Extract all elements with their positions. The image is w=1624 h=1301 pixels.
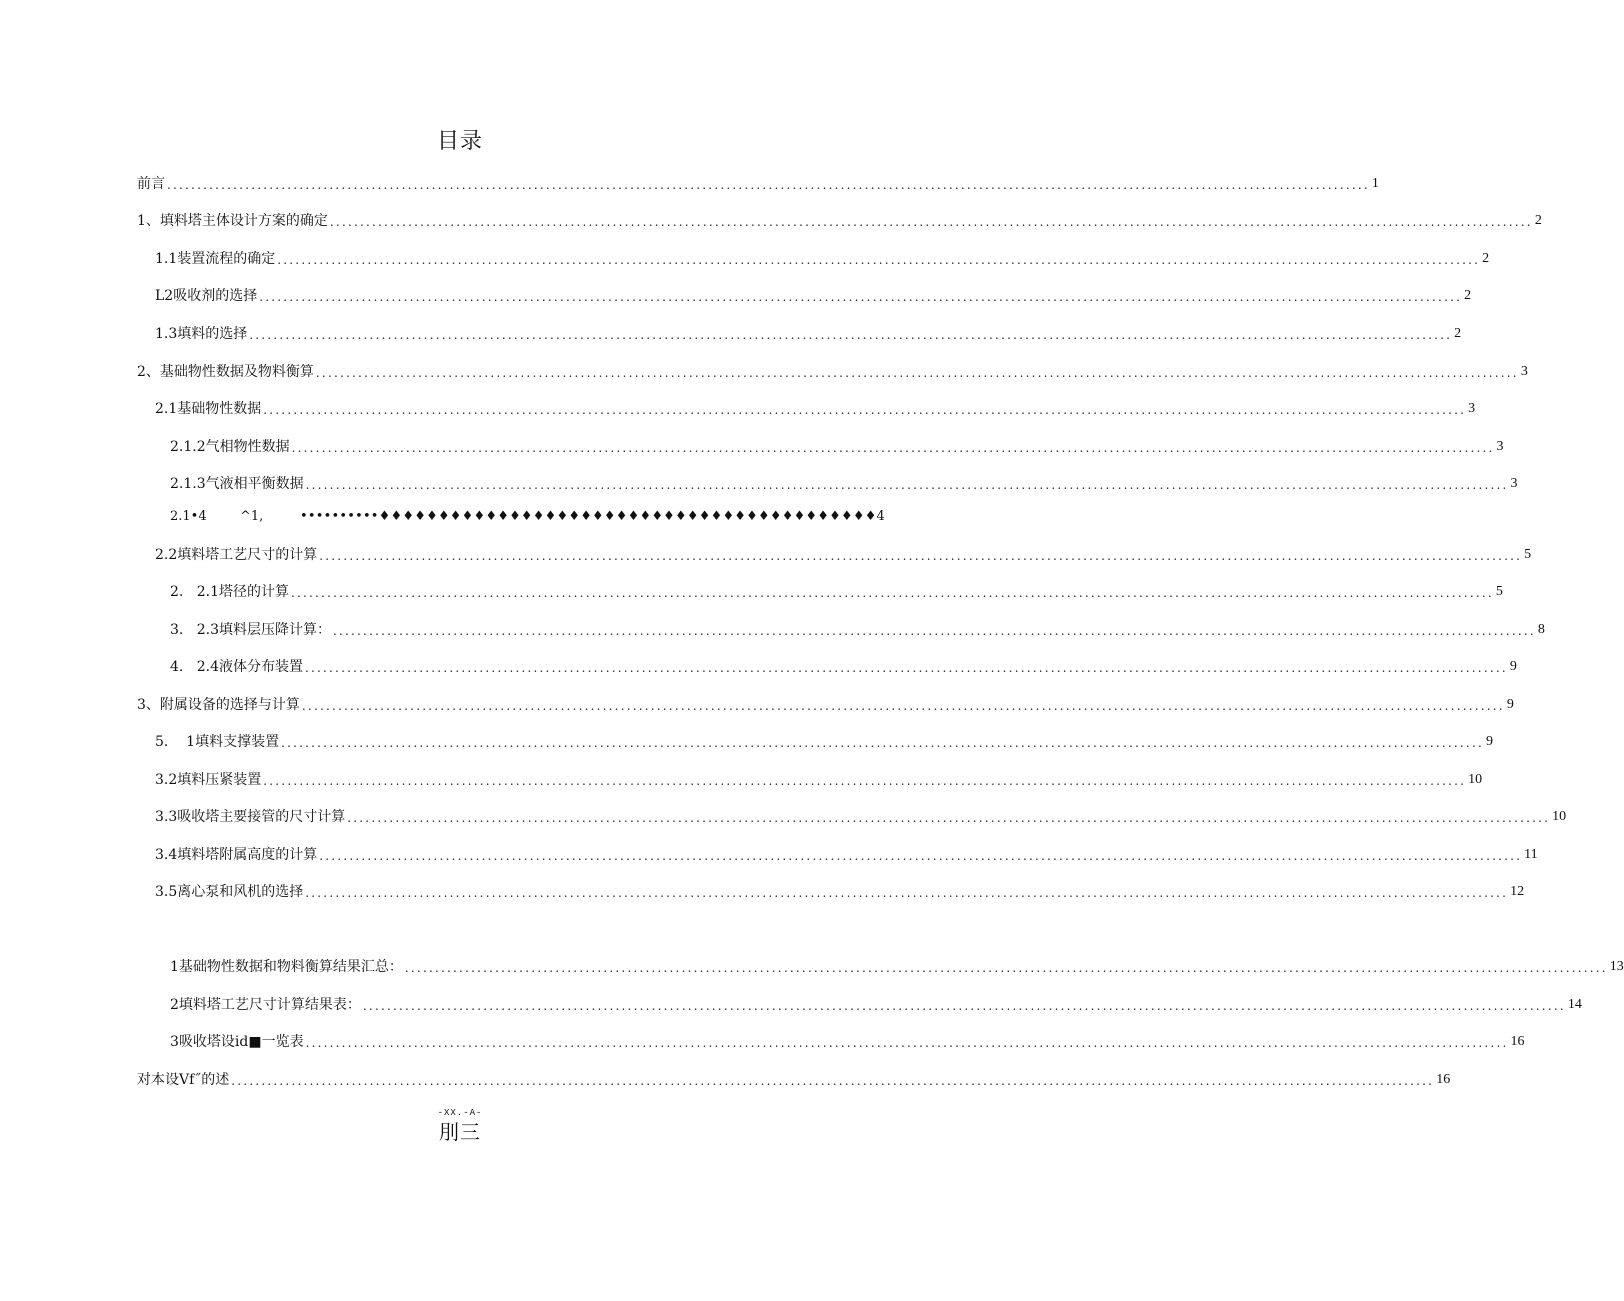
toc-entry-label: 1、填料塔主体设计方案的确定: [137, 213, 328, 229]
toc-entry-page: 2: [1454, 326, 1462, 341]
toc-entry-page: 2: [1534, 213, 1542, 228]
toc-entry-label: 3.3吸收塔主要接管的尺寸计算: [155, 809, 346, 825]
toc-dot-leader: ........................................................................................................................................................................................................: [305, 886, 1509, 900]
toc-entry[interactable]: [170, 473, 1518, 495]
toc-garbled-label: ^1,: [240, 509, 264, 524]
toc-entry-page: 3: [1468, 401, 1476, 416]
footer-heading: 刖三: [439, 1120, 481, 1144]
toc-dot-leader: ........................................................................................................................................................................................................: [249, 328, 1453, 342]
toc-entry[interactable]: [170, 956, 1624, 978]
toc-entry-label: 2填料塔工艺尺寸计算结果表：: [170, 997, 361, 1013]
toc-entry-label: 2.1.2气相物性数据: [170, 439, 290, 455]
page-title: 目录: [436, 129, 483, 154]
toc-dot-leader: ........................................................................................................................................................................................................: [263, 403, 1467, 417]
toc-dot-leader: ........................................................................................................................................................................................................: [305, 1036, 1509, 1050]
toc-entry-page: 16: [1510, 1034, 1525, 1049]
toc-entry[interactable]: [137, 210, 1542, 232]
toc-entry-page: 9: [1509, 659, 1517, 674]
toc-entry-page: 14: [1567, 997, 1582, 1012]
toc-entry[interactable]: [170, 436, 1504, 458]
toc-dot-leader: ........................................................................................................................................................................................................: [362, 999, 1566, 1013]
toc-entry-page: 1: [1371, 176, 1379, 191]
toc-entry-page: 3: [1510, 476, 1518, 491]
toc-entry-page: 2: [1482, 251, 1490, 266]
toc-entry[interactable]: [170, 619, 1545, 641]
toc-entry[interactable]: [155, 731, 1493, 753]
toc-entry-page: 9: [1485, 734, 1493, 749]
toc-dot-leader: ........................................................................................................................................................................................................: [277, 253, 1481, 267]
toc-entry[interactable]: [155, 881, 1525, 903]
toc-entry-label: 前言: [137, 176, 165, 192]
toc-entry[interactable]: [170, 656, 1517, 678]
toc-dot-leader: ........................................................................................................................................................................................................: [305, 478, 1509, 492]
toc-dot-leader: ........................................................................................................................................................................................................: [290, 586, 1494, 600]
toc-entry[interactable]: [137, 694, 1514, 716]
toc-dot-leader: ........................................................................................................................................................................................................: [231, 1074, 1435, 1088]
toc-entry[interactable]: [155, 248, 1490, 270]
toc-entry-label: 1.3填料的选择: [155, 326, 248, 342]
toc-entry-page: 3: [1520, 364, 1528, 379]
toc-entry-page: 16: [1436, 1072, 1451, 1087]
toc-dot-leader: ........................................................................................................................................................................................................: [404, 961, 1608, 975]
toc-dot-leader: ........................................................................................................................................................................................................: [263, 774, 1467, 788]
toc-entry-label: 1.1装置流程的确定: [155, 251, 276, 267]
toc-entry-page: 8: [1537, 622, 1545, 637]
toc-garbled-number: 2.1•4: [170, 509, 207, 524]
toc-entry[interactable]: [155, 769, 1483, 791]
toc-dot-leader: ........................................................................................................................................................................................................: [291, 441, 1495, 455]
toc-dot-leader: ........................................................................................................................................................................................................: [332, 624, 1536, 638]
toc-entry[interactable]: [155, 398, 1476, 420]
toc-entry-page: 10: [1468, 772, 1483, 787]
toc-dot-leader: ........................................................................................................................................................................................................: [167, 178, 1370, 192]
toc-dot-leader: ........................................................................................................................................................................................................: [315, 366, 1519, 380]
toc-entry-page: 2: [1464, 288, 1472, 303]
toc-entry-page: 12: [1510, 884, 1525, 899]
toc-entry[interactable]: [137, 173, 1379, 195]
toc-entry[interactable]: [155, 544, 1532, 566]
toc-entry-label: 2.1.3气液相平衡数据: [170, 476, 304, 492]
toc-entry-label: 2、基础物性数据及物料衡算: [137, 364, 314, 380]
toc-entry-page: 3: [1496, 439, 1504, 454]
toc-entry-label: 2.1基础物性数据: [155, 401, 262, 417]
toc-entry[interactable]: [137, 361, 1528, 383]
toc-entry[interactable]: [170, 994, 1582, 1016]
toc-entry-label: 3.4填料塔附属高度的计算: [155, 847, 318, 863]
toc-entry[interactable]: [155, 844, 1538, 866]
toc-entry-label: 对本设Vf˝的述: [137, 1072, 230, 1088]
toc-dot-leader: ........................................................................................................................................................................................................: [347, 811, 1551, 825]
toc-entry[interactable]: [155, 806, 1567, 828]
toc-entry[interactable]: [170, 1031, 1525, 1053]
toc-dot-leader: ........................................................................................................................................................................................................: [259, 290, 1463, 304]
toc-entry-label: 1基础物性数据和物料衡算结果汇总：: [170, 959, 403, 975]
toc-entry-label: L2吸收剂的选择: [155, 288, 258, 304]
toc-garbled-leader: ••••••••••♦♦♦♦♦♦♦♦♦♦♦♦♦♦♦♦♦♦♦♦♦♦♦♦♦♦♦♦♦♦♦♦♦♦♦♦♦♦♦♦♦♦4: [300, 509, 886, 524]
footer-small-text: -XX.-A-: [437, 1108, 483, 1118]
toc-dot-leader: ........................................................................................................................................................................................................: [319, 549, 1523, 563]
toc-entry[interactable]: [137, 1069, 1451, 1091]
toc-entry[interactable]: [155, 323, 1462, 345]
toc-entry[interactable]: [155, 285, 1472, 307]
toc-entry-page: 5: [1495, 584, 1503, 599]
toc-entry-label: 3吸收塔设id■一览表: [170, 1034, 304, 1050]
toc-entry[interactable]: [170, 581, 1503, 603]
toc-entry-page: 5: [1524, 547, 1532, 562]
toc-entry-label: 4. 2.4液体分布装置: [170, 659, 303, 675]
toc-entry-label: 3、附属设备的选择与计算: [137, 697, 300, 713]
toc-entry-label: 5. 1填料支撑装置: [155, 734, 280, 750]
toc-dot-leader: ........................................................................................................................................................................................................: [304, 661, 1508, 675]
toc-dot-leader: ........................................................................................................................................................................................................: [329, 215, 1533, 229]
toc-entry-label: 2. 2.1塔径的计算: [170, 584, 289, 600]
toc-entry-page: 9: [1506, 697, 1514, 712]
toc-entry-page: 10: [1552, 809, 1567, 824]
toc-dot-leader: ........................................................................................................................................................................................................: [319, 849, 1523, 863]
toc-entry-label: 2.2填料塔工艺尺寸的计算: [155, 547, 318, 563]
toc-entry-page: 13: [1609, 959, 1624, 974]
toc-dot-leader: ........................................................................................................................................................................................................: [281, 736, 1484, 750]
toc-dot-leader: ........................................................................................................................................................................................................: [301, 699, 1505, 713]
toc-entry-label: 3. 2.3填料层压降计算：: [170, 622, 331, 638]
toc-entry-label: 3.5离心泵和风机的选择: [155, 884, 304, 900]
toc-entry-page: 11: [1524, 847, 1538, 862]
toc-entry-label: 3.2填料压紧装置: [155, 772, 262, 788]
